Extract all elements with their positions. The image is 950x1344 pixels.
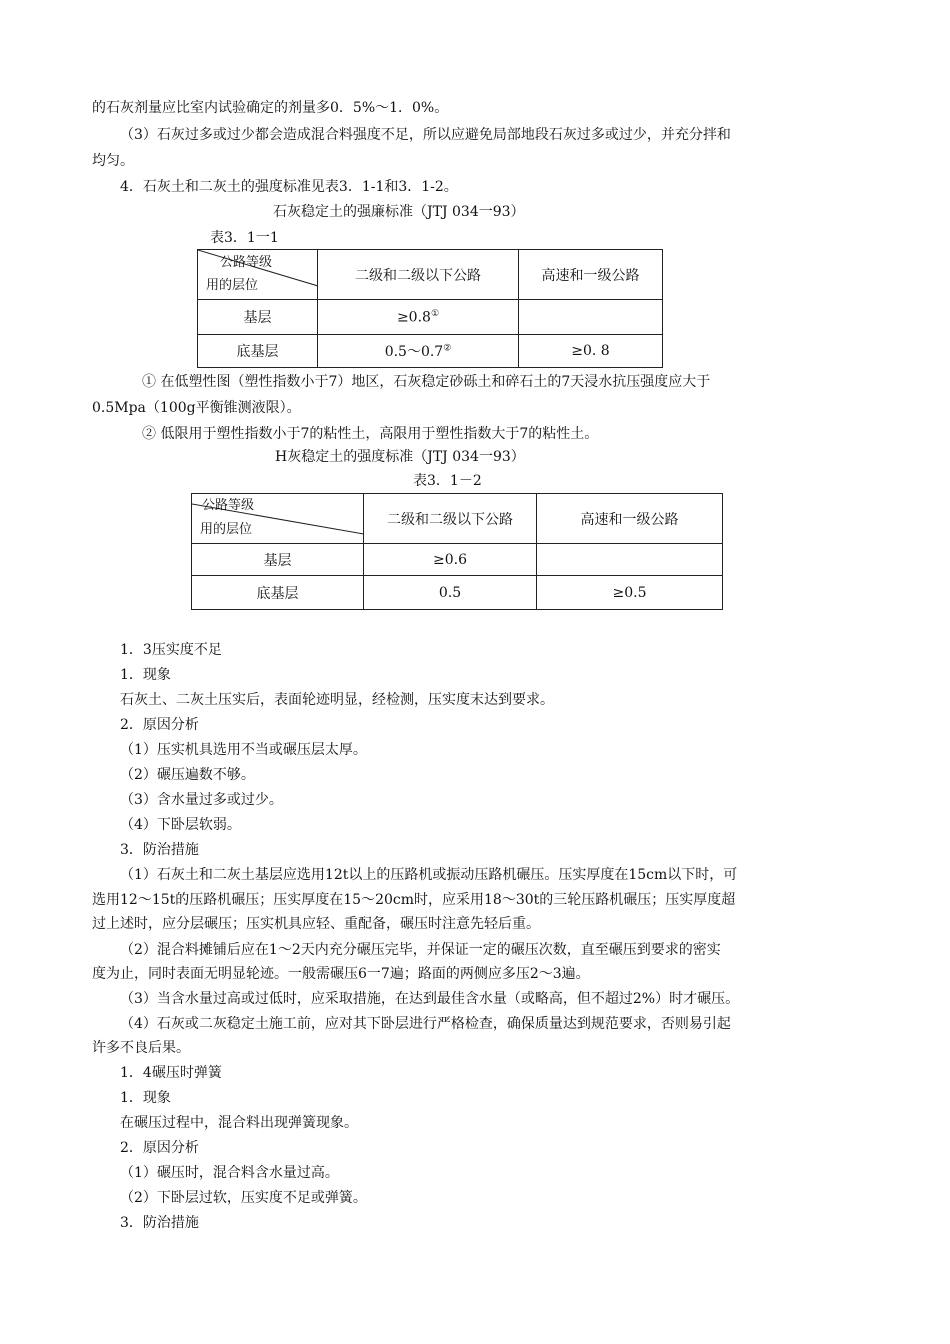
table2-header-layer: 用的层位 xyxy=(200,522,253,537)
table2-header-diagonal-cell xyxy=(192,494,364,544)
table1 xyxy=(197,249,663,368)
section-1-4-measures-heading: 3．防治措施 xyxy=(120,1215,199,1231)
section-1-3-measure-1-line-1: （1）石灰土和二灰土基层应选用12t以上的压路机或振动压路机碾压。压实厚度在15cm以下时，可 xyxy=(120,867,738,883)
table-row xyxy=(198,335,663,368)
table-row xyxy=(192,576,723,610)
section-1-3-cause-heading: 2．原因分析 xyxy=(120,717,199,733)
table-row xyxy=(192,544,723,576)
section-1-4-heading: 1．4碾压时弹簧 xyxy=(120,1065,222,1081)
table2-col-header-1: 二级和二级以下公路 xyxy=(364,494,537,544)
table1-row1-layer: 基层 xyxy=(198,300,318,335)
section-1-3-measure-1-line-2: 选用12～15t的压路机碾压；压实厚度在15～20cm时，应采用18～30t的三轮压路机碾压；压实厚度超 xyxy=(92,892,736,908)
table2-title: H灰稳定土的强度标准（JTJ 034一93） xyxy=(275,449,525,465)
table1-label: 表3．1一1 xyxy=(210,230,279,246)
table2-col-header-2: 高速和一级公路 xyxy=(537,494,723,544)
table1-header-layer: 用的层位 xyxy=(206,278,259,293)
table1-header-grade: 公路等级 xyxy=(220,255,273,270)
section-1-3-cause-4: （4）下卧层软弱。 xyxy=(120,817,241,833)
table2-row1-value2 xyxy=(537,544,723,576)
section-1-3-phenomenon-heading: 1．现象 xyxy=(120,667,171,683)
table2-label: 表3．1－2 xyxy=(413,473,482,489)
section-1-4-cause-2: （2）下卧层过软，压实度不足或弹簧。 xyxy=(120,1190,367,1206)
section-1-4-cause-1: （1）碾压时，混合料含水量过高。 xyxy=(120,1165,339,1181)
table1-row2-note-ref: ② xyxy=(443,343,452,354)
table1-note-1-line-1: ① 在低塑性图（塑性指数小于7）地区，石灰稳定砂砾土和碎石土的7天浸水抗压强度应大于 xyxy=(142,374,711,390)
section-1-3-heading: 1．3压实度不足 xyxy=(120,642,222,658)
section-1-4-cause-heading: 2．原因分析 xyxy=(120,1140,199,1156)
table1-row2-value1 xyxy=(318,335,519,368)
table1-col-header-2: 高速和一级公路 xyxy=(519,250,663,300)
table2-row1-layer: 基层 xyxy=(192,544,364,576)
section-1-4-phenomenon: 在碾压过程中，混合料出现弹簧现象。 xyxy=(120,1115,358,1131)
table1-col-header-1: 二级和二级以下公路 xyxy=(318,250,519,300)
section-1-3-cause-1: （1）压实机具选用不当或碾压层太厚。 xyxy=(120,742,367,758)
table2-row2-layer: 底基层 xyxy=(192,576,364,610)
table1-note-2: ② 低限用于塑性指数小于7的粘性土，高限用于塑性指数大于7的粘性土。 xyxy=(142,426,599,442)
section-1-3-measure-2-line-2: 度为止，同时表面无明显轮迹。一般需碾压6一7遍；路面的两侧应多压2～3遍。 xyxy=(92,966,590,982)
table-row xyxy=(198,300,663,335)
table1-row1-value2 xyxy=(519,300,663,335)
table1-row1-value1 xyxy=(318,300,519,335)
section-1-3-cause-3: （3）含水量过多或过少。 xyxy=(120,792,283,808)
section-1-3-phenomenon: 石灰土、二灰土压实后，表面轮迹明显，经检测，压实度末达到要求。 xyxy=(120,692,554,708)
table2-row1-value1: ≥0.6 xyxy=(364,544,537,576)
table1-header-diagonal-cell xyxy=(198,250,318,300)
table1-note-1-line-2: 0.5Mpa（100g平衡锥测液限）。 xyxy=(92,400,301,416)
section-1-3-measures-heading: 3．防治措施 xyxy=(120,842,199,858)
section-1-3-cause-2: （2）碾压遍数不够。 xyxy=(120,767,255,783)
table1-row2-value1-text: 0.5～0.7 xyxy=(384,344,444,360)
intro-item-3-line-2: 均匀。 xyxy=(92,153,134,169)
section-1-3-measure-3: （3）当含水量过高或过低时，应采取措施，在达到最佳含水量（或略高，但不超过2%）时才碾压。 xyxy=(120,991,740,1007)
table1-row1-note-ref: ① xyxy=(430,308,440,319)
table1-row2-layer: 底基层 xyxy=(198,335,318,368)
section-1-4-phenomenon-heading: 1．现象 xyxy=(120,1090,171,1106)
table1-title: 石灰稳定土的强廉标准（JTJ 034一93） xyxy=(273,204,525,220)
table1-row1-value1-text: ≥0.8 xyxy=(396,309,431,326)
intro-item-4: 4．石灰土和二灰土的强度标准见表3．1-1和3．1-2。 xyxy=(120,179,458,195)
table2-header-grade: 公路等级 xyxy=(202,498,255,513)
table2-row2-value2: ≥0.5 xyxy=(537,576,723,610)
table2 xyxy=(191,493,723,610)
table1-row2-value2: ≥0. 8 xyxy=(519,335,663,368)
table2-row2-value1: 0.5 xyxy=(364,576,537,610)
section-1-3-measure-2-line-1: （2）混合料摊铺后应在1～2天内充分碾压完毕，并保证一定的碾压次数，直至碾压到要求的密实 xyxy=(120,942,721,958)
intro-item-3-line-1: （3）石灰过多或过少都会造成混合料强度不足，所以应避免局部地段石灰过多或过少，并充分拌和 xyxy=(120,127,731,143)
section-1-3-measure-4-line-1: （4）石灰或二灰稳定土施工前，应对其下卧层进行严格检查，确保质量达到规范要求，否则易引起 xyxy=(120,1016,731,1032)
section-1-3-measure-1-line-3: 过上述时，应分层碾压；压实机具应轻、重配备，碾压时注意先轻后重。 xyxy=(92,916,540,932)
intro-line-1: 的石灰剂量应比室内试验确定的剂量多0．5%～1．0%。 xyxy=(92,100,449,116)
section-1-3-measure-4-line-2: 许多不良后果。 xyxy=(92,1040,190,1056)
